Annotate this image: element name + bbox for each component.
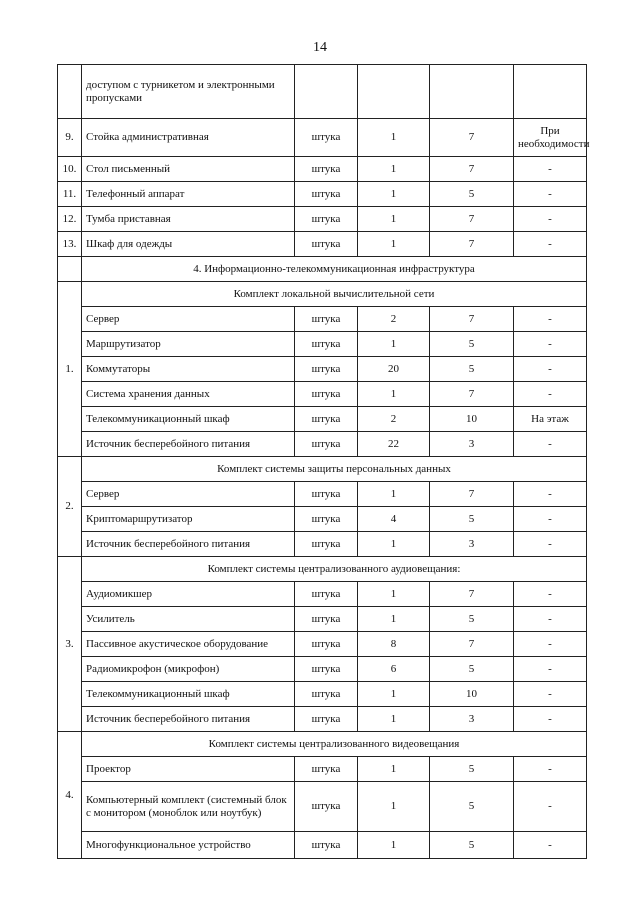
table-row [58,532,587,557]
group-header-row [58,557,587,582]
group-title: Комплект локальной вычислительной сети [82,282,587,307]
item-service-life: 5 [430,507,514,532]
table-row [58,482,587,507]
group-number: 1. [58,282,82,457]
table-row [58,632,587,657]
item-unit: штука [295,432,358,457]
item-quantity: 1 [358,782,430,832]
item-unit: штука [295,682,358,707]
item-name: Источник бесперебойного питания [82,532,295,557]
table-row [58,707,587,732]
item-note: - [514,607,587,632]
item-unit: штука [295,407,358,432]
table-row [58,157,587,182]
item-note: - [514,507,587,532]
item-quantity: 22 [358,432,430,457]
item-name: доступом с турникетом и электронными пропусками [82,65,295,119]
group-number: 2. [58,457,82,557]
item-quantity: 1 [358,182,430,207]
item-note: - [514,707,587,732]
item-quantity: 1 [358,119,430,157]
group-header-row [58,732,587,757]
item-quantity: 1 [358,382,430,407]
item-number: 13. [58,232,82,257]
item-note: На этаж [514,407,587,432]
item-quantity: 1 [358,832,430,859]
group-header-row [58,457,587,482]
group-header-row [58,282,587,307]
item-unit: штука [295,307,358,332]
item-unit: штука [295,782,358,832]
item-service-life [430,65,514,119]
item-unit: штука [295,657,358,682]
table-row [58,432,587,457]
item-unit: штука [295,607,358,632]
item-service-life: 7 [430,119,514,157]
item-service-life: 5 [430,357,514,382]
item-unit: штука [295,507,358,532]
item-name: Пассивное акустическое оборудование [82,632,295,657]
group-number: 3. [58,557,82,732]
table-row [58,207,587,232]
table-row [58,782,587,832]
item-quantity: 1 [358,157,430,182]
item-unit: штука [295,157,358,182]
item-note: - [514,782,587,832]
item-name: Аудиомикшер [82,582,295,607]
table-row [58,357,587,382]
table-row [58,607,587,632]
item-note: - [514,632,587,657]
item-name: Компьютерный комплект (системный блок с монитором (моноблок или ноутбук) [82,782,295,832]
section-header-row [58,257,587,282]
item-service-life: 5 [430,182,514,207]
item-unit: штука [295,207,358,232]
item-quantity: 4 [358,507,430,532]
item-note: - [514,182,587,207]
item-quantity [358,65,430,119]
group-title: Комплект системы защиты персональных данных [82,457,587,482]
table-row [58,407,587,432]
item-quantity: 1 [358,757,430,782]
group-title: Комплект системы централизованного видеовещания [82,732,587,757]
item-name: Стойка административная [82,119,295,157]
item-name: Радиомикрофон (микрофон) [82,657,295,682]
item-unit: штука [295,707,358,732]
item-number: 12. [58,207,82,232]
item-note: - [514,357,587,382]
item-service-life: 7 [430,307,514,332]
item-note: - [514,382,587,407]
item-service-life: 5 [430,757,514,782]
item-number: 10. [58,157,82,182]
table-row [58,182,587,207]
item-quantity: 2 [358,407,430,432]
item-number: 9. [58,119,82,157]
group-title: Комплект системы централизованного аудиовещания: [82,557,587,582]
item-unit: штука [295,232,358,257]
item-service-life: 3 [430,432,514,457]
item-service-life: 7 [430,582,514,607]
item-number: 11. [58,182,82,207]
item-service-life: 5 [430,607,514,632]
item-note: - [514,432,587,457]
section-title: 4. Информационно-телекоммуникационная инфраструктура [82,257,587,282]
item-unit: штука [295,119,358,157]
item-name: Телекоммуникационный шкаф [82,407,295,432]
table-row [58,232,587,257]
item-name: Сервер [82,482,295,507]
page-number: 14 [313,40,327,55]
item-quantity: 1 [358,232,430,257]
item-name: Система хранения данных [82,382,295,407]
item-service-life: 7 [430,207,514,232]
item-quantity: 1 [358,207,430,232]
item-note: - [514,232,587,257]
item-note: - [514,157,587,182]
item-note: - [514,482,587,507]
table-row [58,382,587,407]
item-unit: штука [295,532,358,557]
item-name: Сервер [82,307,295,332]
table-row [58,582,587,607]
table-row [58,657,587,682]
item-name: Маршрутизатор [82,332,295,357]
item-unit: штука [295,632,358,657]
item-quantity: 1 [358,707,430,732]
item-quantity: 1 [358,532,430,557]
item-service-life: 5 [430,657,514,682]
item-unit: штука [295,757,358,782]
item-unit: штука [295,332,358,357]
section-number [58,257,82,282]
item-note: - [514,332,587,357]
item-name: Источник бесперебойного питания [82,707,295,732]
item-name: Шкаф для одежды [82,232,295,257]
item-name: Проектор [82,757,295,782]
item-quantity: 8 [358,632,430,657]
item-service-life: 7 [430,632,514,657]
item-note: - [514,657,587,682]
item-quantity: 2 [358,307,430,332]
item-quantity: 1 [358,582,430,607]
equipment-table-body [58,65,590,859]
item-name: Телефонный аппарат [82,182,295,207]
item-note: - [514,682,587,707]
item-name: Телекоммуникационный шкаф [82,682,295,707]
item-unit: штука [295,482,358,507]
item-unit: штука [295,832,358,859]
table-row [58,757,587,782]
item-quantity: 6 [358,657,430,682]
item-quantity: 20 [358,357,430,382]
item-quantity: 1 [358,482,430,507]
item-quantity: 1 [358,332,430,357]
item-note: - [514,832,587,859]
item-note: - [514,207,587,232]
item-unit [295,65,358,119]
item-quantity: 1 [358,682,430,707]
item-service-life: 7 [430,157,514,182]
item-quantity: 1 [358,607,430,632]
item-service-life: 5 [430,332,514,357]
item-note [514,65,587,119]
item-unit: штука [295,582,358,607]
table-row [58,832,587,859]
item-number [58,65,82,119]
item-unit: штука [295,357,358,382]
table-row [58,332,587,357]
item-note: При необходимости [514,119,587,157]
equipment-table [57,64,590,859]
group-number: 4. [58,732,82,859]
item-service-life: 7 [430,382,514,407]
item-note: - [514,307,587,332]
table-row [58,307,587,332]
table-row [58,682,587,707]
item-service-life: 3 [430,707,514,732]
item-service-life: 10 [430,407,514,432]
item-name: Источник бесперебойного питания [82,432,295,457]
item-unit: штука [295,182,358,207]
item-name: Усилитель [82,607,295,632]
item-note: - [514,532,587,557]
item-service-life: 5 [430,832,514,859]
item-name: Стол письменный [82,157,295,182]
table-row [58,119,587,157]
item-name: Коммутаторы [82,357,295,382]
table-row [58,507,587,532]
item-service-life: 7 [430,482,514,507]
item-service-life: 3 [430,532,514,557]
item-name: Криптомаршрутизатор [82,507,295,532]
item-note: - [514,582,587,607]
item-name: Тумба приставная [82,207,295,232]
item-service-life: 7 [430,232,514,257]
item-note: - [514,757,587,782]
item-service-life: 10 [430,682,514,707]
item-service-life: 5 [430,782,514,832]
item-unit: штука [295,382,358,407]
table-row [58,65,587,119]
item-name: Многофункциональное устройство [82,832,295,859]
